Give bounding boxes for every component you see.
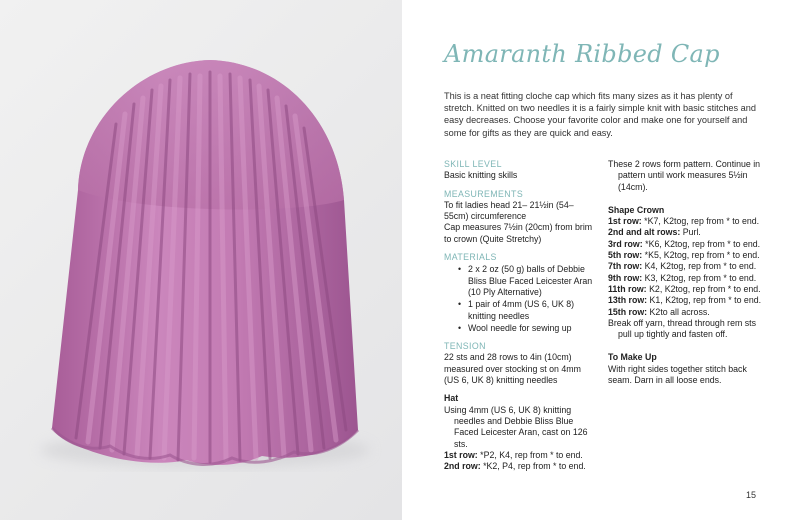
make-up-heading: To Make Up — [608, 352, 657, 363]
row-text: Purl. — [680, 227, 701, 238]
measurements-line: Cap measures 7½in (20cm) from brim to crown (Quite Stretchy) — [444, 222, 593, 244]
shape-crown-heading: Shape Crown — [608, 204, 665, 215]
crown-row — [608, 261, 768, 272]
row-label: 15th row: — [608, 306, 648, 317]
page-number: 15 — [746, 490, 757, 500]
row-text: K2, K2tog, rep from * to end. — [646, 283, 761, 294]
crown-row — [608, 295, 768, 306]
hat-cast-on-text: Using 4mm (US 6, UK 8) knitting needles and Debbie Bliss Blue Faced Leicester Aran, cast on 126 sts. — [444, 404, 588, 449]
tension-heading: TENSION — [444, 341, 486, 352]
skill-level-heading: SKILL LEVEL — [444, 159, 502, 169]
materials-item: • Wool needle for sewing up — [444, 323, 594, 334]
intro-paragraph: This is a neat fitting cloche cap which fits many sizes as it has plenty of stretch. Knitted on two needles it is a fairly simple knit with basic stitches and easy decreases. Choose your favorite color and make one for yourself and some for gifts as they are quick and easy. — [444, 91, 757, 138]
row-label: 2nd row: — [444, 461, 481, 472]
materials-item: • 2 x 2 oz (50 g) balls of Debbie Bliss Blue Faced Leicester Aran (10 Ply Alternative) — [444, 264, 594, 298]
row-label: 5th row: — [608, 250, 643, 261]
right-column — [608, 159, 768, 386]
skill-level-text: Basic knitting skills — [444, 170, 518, 181]
make-up-text: With right sides together stitch back seam. Darn in all loose ends. — [608, 363, 747, 386]
row-text: K2to all across. — [647, 306, 710, 317]
row-text: *K5, K2tog, rep from * to end. — [642, 250, 760, 261]
crown-row — [608, 227, 768, 238]
hat-row — [444, 450, 594, 461]
row-label: 3rd row: — [608, 238, 643, 249]
row-label: 13th row: — [608, 295, 648, 306]
pattern-note: These 2 rows form pattern. Continue in pattern until work measures 5½in (14cm). — [608, 159, 761, 192]
row-label: 1st row: — [608, 216, 642, 227]
row-label: 7th row: — [608, 261, 643, 272]
left-column — [444, 159, 594, 472]
materials-heading: MATERIALS — [444, 252, 497, 263]
crown-row — [608, 250, 768, 261]
row-label: 9th row: — [608, 272, 643, 283]
hat-heading: Hat — [444, 393, 459, 404]
row-text: K3, K2tog, rep from * to end. — [642, 272, 757, 283]
pattern-title: Amaranth Ribbed Cap — [444, 40, 720, 68]
crown-row — [608, 284, 768, 295]
measurements-heading: MEASUREMENTS — [444, 188, 524, 199]
hat-row — [444, 461, 594, 472]
measurements-line: To fit ladies head 21– 21½in (54–55cm) circumference — [444, 199, 574, 222]
row-label: 11th row: — [608, 283, 647, 294]
row-text: K4, K2tog, rep from * to end. — [642, 261, 757, 272]
row-label: 1st row: — [444, 449, 478, 460]
row-text: *P2, K4, rep from * to end. — [477, 449, 583, 460]
materials-item: • 1 pair of 4mm (US 6, UK 8) knitting needles — [444, 299, 594, 322]
row-text: *K2, P4, rep from * to end. — [480, 461, 586, 472]
row-label: 2nd and alt rows: — [608, 227, 681, 238]
crown-row — [608, 216, 768, 227]
crown-row — [608, 307, 768, 318]
row-text: K1, K2tog, rep from * to end. — [647, 295, 762, 306]
crown-row — [608, 239, 768, 250]
tension-text: 22 sts and 28 rows to 4in (10cm) measured over stocking st on 4mm (US 6, UK 8) knitting needles — [444, 352, 581, 386]
row-text: *K7, K2tog, rep from * to end. — [641, 216, 760, 227]
crown-finish-text: Break off yarn, thread through rem sts pull up tightly and fasten off. — [608, 317, 756, 340]
crown-row — [608, 273, 768, 284]
row-text: *K6, K2tog, rep from * to end. — [642, 238, 761, 249]
